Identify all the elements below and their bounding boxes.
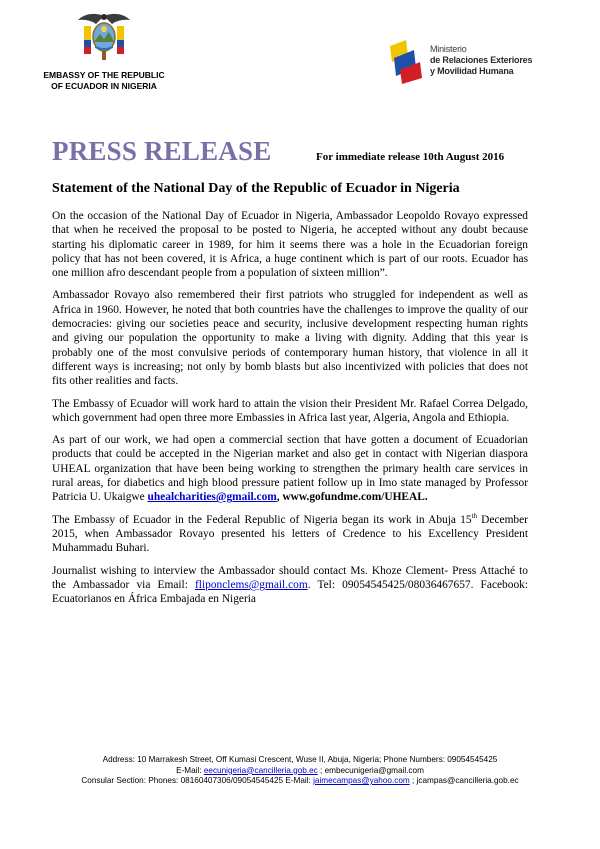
embassy-email-link[interactable]: eecunigeria@cancilleria.gob.ec [203, 765, 318, 775]
ministry-name-line-1: Ministerio [430, 44, 467, 54]
press-release-headline: PRESS RELEASE [52, 136, 272, 166]
ordinal-suffix: th [471, 511, 477, 520]
paragraph-4-text: As part of our work, we had open a commercial section that have gotten a document of Ecuadorian products that could be accepted in the Nigerian market and also get in contact with Nigerian diaspora UHEAL organization that have been being working to strengthen the primary health care services in rural areas, for diabetics and high blood pressure patient follow up in Imo state managed by Professor Patricia U. Ukaigwe [52, 434, 528, 504]
footer-email-line [70, 766, 530, 777]
ministry-name-line-3: y Movilidad Humana [430, 66, 514, 76]
footer [70, 755, 530, 787]
ministry-name-line-2: de Relaciones Exteriores [430, 55, 533, 65]
footer-email-label: E-Mail: [176, 765, 204, 775]
footer-email-alt: ; embecunigeria@gmail.com [317, 765, 424, 775]
consular-email-link[interactable]: jaimecampas@yahoo.com [313, 776, 410, 785]
ministry-logo-icon [386, 36, 430, 84]
footer-consular-line [70, 776, 530, 787]
paragraph-6 [52, 564, 528, 607]
release-date: For immediate release 10th August 2016 [316, 151, 505, 163]
statement-title: Statement of the National Day of the Republic of Ecuador in Nigeria [52, 181, 460, 196]
footer-address: Address: 10 Marrakesh Street, Off Kumasi Crescent, Wuse II, Abuja, Nigeria; Phone Numbers: 09054545425 [102, 755, 498, 764]
footer-consular-text: Consular Section: Phones: 08160407306/09054545425 E-Mail: [81, 776, 314, 785]
paragraph-6-text: Journalist wishing to interview the Ambassador should contact Ms. Khoze Clement- Press Attaché to the Ambassador via Email: [52, 564, 528, 591]
press-contact-email-link[interactable]: fliponclems@gmail.com [195, 578, 308, 591]
paragraph-5 [52, 513, 528, 556]
paragraph-3: The Embassy of Ecuador will work hard to attain the vision their President Mr. Rafael Correa Delgado, which government had open three more Embassies in Africa last year, Algeria, Angola and Ethiopia. [52, 397, 528, 424]
paragraph-1: On the occasion of the National Day of Ecuador in Nigeria, Ambassador Leopoldo Rovayo expressed that when he received the proposal to be posted to Nigeria, he accepted without any doubt because starting his diplomatic career in 1989, for him it seems there was a hole in the Ecuadorian foreign policy that has not been covered, it is Africa, a huge continent which is part of our roots. Ecuador has one million afro descendant people from a population of sixteen million”. [52, 210, 528, 280]
paragraph-6-rest: . Tel: 09054545425/08036467657. Facebook: Ecuatorianos en África Embajada en Nigeria [52, 578, 528, 606]
footer-consular-tail: ; jcampas@cancilleria.gob.ec [409, 776, 519, 785]
paragraph-4 [52, 433, 528, 504]
press-release-body [52, 209, 528, 614]
paragraph-5-rest: December 2015, when Ambassador Rovayo presented his letters of Credence to his Excellency President Muhammadu Buhari. [52, 513, 528, 555]
embassy-name: EMBASSY OF THE REPUBLIC OF ECUADOR IN NIGERIA [43, 70, 165, 91]
paragraph-5-text: The Embassy of Ecuador in the Federal Republic of Nigeria began its work in Abuja 15 [52, 513, 472, 526]
ministry-logo [386, 36, 546, 84]
uheal-email-link[interactable]: uhealcharities@gmail.com [147, 491, 277, 504]
ecuador-coat-of-arms-icon [76, 10, 132, 62]
gofundme-link[interactable]: , www.gofundme.com/UHEAL. [276, 491, 428, 504]
paragraph-2: Ambassador Rovayo also remembered their first patriots who struggled for independent as well as Africa in 1960. However, he noted that both countries have the challenges to improve the quality of our democracies: giving our societies peace and security, inclusive development respecting human rights and giving our population the opportunity to make a living with dignity. Adding that this year is probably one of the most convulsive periods of contemporary human history, that violence in all it different ways is increasing; not only by bomb blasts but also incentivized with policies that does not fits other realities and facts. [52, 289, 528, 388]
